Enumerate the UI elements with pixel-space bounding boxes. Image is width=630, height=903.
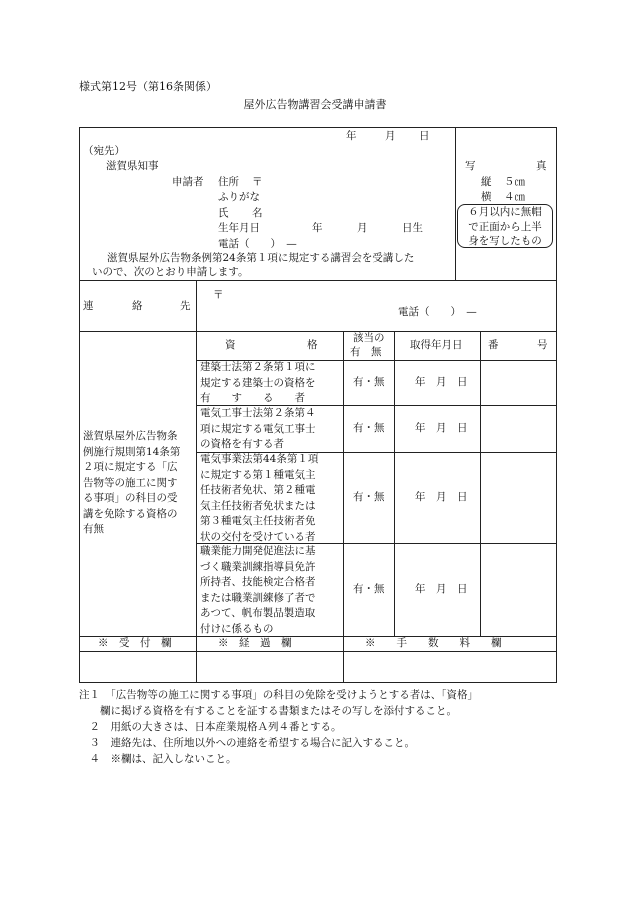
rule-label-column <box>196 280 197 683</box>
rule-application-bottom <box>79 280 557 281</box>
progress-field-label: ※ 経 過 欄 <box>218 637 292 649</box>
contact-label-2: 絡 <box>132 300 143 312</box>
col-applicable-2: 有 無 <box>350 346 382 358</box>
photo-label-1: 写 <box>465 160 476 172</box>
postal-mark: 〒 <box>252 176 263 188</box>
table-row-architect: 建築士法第２条第１項に 規定する建築士の資格を 有 す る 者 <box>200 361 316 404</box>
note-line: 注１ 「広告物等の施工に関する事項」の科目の免除を受けようとする者は、「資格」 <box>79 689 478 701</box>
photo-note-line3: 身を写したもの <box>468 235 542 247</box>
applicant-phone-label: 電話（ ） — <box>218 238 297 250</box>
row-electrician-applicable: 有・無 <box>353 422 385 434</box>
birth-month-label: 月 <box>357 222 368 234</box>
document-title: 屋外広告物講習会受講申請書 <box>243 98 387 111</box>
row-vocational-training-date: 年 月 日 <box>415 583 468 595</box>
row-architect-date: 年 月 日 <box>415 376 468 388</box>
table-row-chief-electrical-engineer: 電気事業法第44条第１項 に規定する第１種電気主 任技術者免状、第２種電 気主任技術者免状または 第３種電気主任技術者免 状の交付を受けている者 <box>200 453 319 543</box>
photo-note-line2: で正面から上半 <box>468 220 542 233</box>
form-number: 様式第12号（第16条関係） <box>79 80 217 93</box>
rule-date-column <box>480 331 481 636</box>
addressee: 滋賀県知事 <box>106 160 159 172</box>
rule-office-header-bottom <box>79 651 557 652</box>
table-row-vocational-training: 職業能力開発促進法に基 づく職業訓練指導員免許 所持者、技能検定合格者 または職業訓練修了者で あつて、帆布製品製造取 付けに係るもの <box>200 545 316 635</box>
birthdate-label: 生年月日 <box>218 222 260 234</box>
date-day-label: 日 <box>419 130 430 142</box>
photo-width-value: ４㎝ <box>504 191 525 203</box>
contact-postal-mark: 〒 <box>213 289 224 301</box>
col-date: 取得年月日 <box>410 339 463 351</box>
note-line: ４ ※欄は、記入しないこと。 <box>79 753 237 765</box>
row-chief-electrical-engineer-date: 年 月 日 <box>415 491 468 503</box>
rule-photo-divider <box>455 127 456 280</box>
table-row-electrician: 電気工事士法第２条第４ 項に規定する電気工事士 の資格を有する者 <box>200 407 316 450</box>
application-body-line2: いので、次のとおり申請します。 <box>92 266 249 278</box>
col-number-2: 号 <box>537 339 548 351</box>
photo-width-label: 横 <box>481 191 492 203</box>
row-chief-electrical-engineer-applicable: 有・無 <box>353 491 385 503</box>
applicant-label: 申請者 <box>172 176 204 188</box>
col-qualification-2: 格 <box>307 339 318 351</box>
furigana-label: ふりがな <box>218 191 260 203</box>
qualification-row-header: 滋賀県屋外広告物条 例施行規則第14条第 ２項に規定する「広 告物等の施工に関す る事項」の科目の受 講を免除する資格の 有無 <box>83 430 181 535</box>
col-qualification-1: 資 <box>225 339 236 351</box>
row-electrician-date: 年 月 日 <box>415 422 468 434</box>
fee-field-label: ※ 手 数 料 欄 <box>365 637 502 649</box>
reception-field-label: ※ 受 付 欄 <box>98 637 172 649</box>
rule-applicable-column <box>394 331 395 636</box>
row-vocational-training-applicable: 有・無 <box>353 583 385 595</box>
notes <box>79 687 559 767</box>
address-label: 住所 <box>218 176 239 188</box>
name-label-2: 名 <box>252 207 263 219</box>
row-architect-applicable: 有・無 <box>353 376 385 388</box>
application-body-line1: 滋賀県屋外広告物条例第24条第１項に規定する講習会を受講した <box>107 252 415 264</box>
contact-label-1: 連 <box>83 300 94 312</box>
photo-label-2: 真 <box>536 160 547 172</box>
birth-day-label: 日生 <box>402 222 423 234</box>
note-line: 欄に掲げる資格を有することを証する書類またはその写しを添付すること。 <box>79 705 457 717</box>
birth-year-label: 年 <box>312 222 323 234</box>
addressee-prefix: （宛先） <box>83 145 125 157</box>
col-applicable-1: 該当の <box>353 332 385 344</box>
date-year-label: 年 <box>346 130 357 142</box>
rule-contact-bottom <box>79 331 557 332</box>
col-number-1: 番 <box>488 339 499 351</box>
contact-label-3: 先 <box>180 300 191 312</box>
note-line: ３ 連絡先は、住所地以外への連絡を希望する場合に記入すること。 <box>79 737 415 749</box>
note-line: ２ 用紙の大きさは、日本産業規格Ａ列４番とする。 <box>79 721 342 733</box>
rule-qual-column <box>343 331 344 683</box>
photo-height-label: 縦 <box>481 176 492 188</box>
photo-height-value: ５㎝ <box>504 176 525 188</box>
contact-phone-label: 電話（ ） — <box>398 306 477 318</box>
photo-note-box <box>457 204 553 248</box>
date-month-label: 月 <box>385 130 396 142</box>
name-label-1: 氏 <box>218 207 229 219</box>
photo-note-line1: ６月以内に無帽 <box>468 206 542 218</box>
